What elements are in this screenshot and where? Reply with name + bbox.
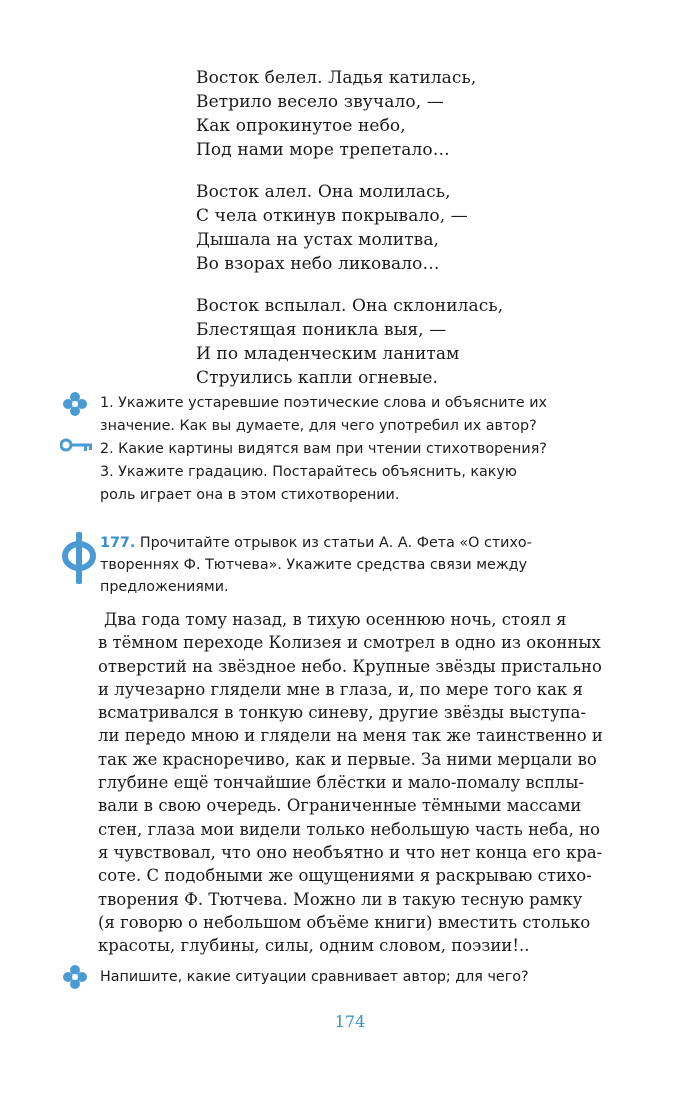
exercise-line: твореннях Ф. Тютчева». Укажите средства связи между [100,557,528,573]
passage-line: творения Ф. Тютчева. Можно ли в такую тесную рамку [98,889,583,909]
passage-line: я чувствовал, что оно необъятно и что нет конца его кра- [98,842,603,862]
poem-line: Дышала на устах молитва, [196,230,440,250]
poem-line: Струились капли огневые. [196,368,439,388]
passage-line: (я говорю о небольшом объёме книги) вместить столько [98,912,591,932]
poem [196,66,636,408]
exercise-line [62,532,652,554]
passage-line: так же красноречиво, как и первые. За ними мерцали во [98,749,597,769]
passage-line: соте. С подобными же ощущениями я раскрываю стихо- [98,866,592,886]
poem-line: Во взорах небо ликовало… [196,254,440,274]
passage-line: стен, глаза мои видели только небольшую часть неба, но [98,819,601,839]
task-block [62,965,652,989]
passage-line: в тёмном переходе Колизея и смотрел в одно из оконных [98,633,601,653]
poem-line: Ветрило весело звучало, — [196,92,444,112]
poem-stanza [196,180,636,276]
task-text: Напишите, какие ситуации сравнивает автор; для чего? [100,969,529,985]
question-line: 1. Укажите устаревшие поэтические слова и объясните их [100,395,547,411]
poem-line: Восток вспылал. Она склонилась, [196,296,504,316]
question-line: значение. Как вы думаете, для чего употребил их автор? [100,418,537,434]
fet-passage [98,608,654,957]
poem-line: Восток алел. Она молилась, [196,182,451,202]
exercise-line: предложениями. [100,579,229,595]
passage-line: ли передо мною и глядели на меня так же таинственно и [98,726,603,746]
passage-line: Два года тому назад, в тихую осеннюю ночь, стоял я [104,610,567,629]
passage-line: глубине ещё тончайшие блёстки и мало-помалу всплы- [98,773,585,793]
question-line: 3. Укажите градацию. Постарайтесь объяснить, какую [100,464,517,480]
poem-line: Как опрокинутое небо, [196,116,406,136]
poem-line: Блестящая поникла выя, — [196,320,447,340]
passage-line: отверстий на звёздное небо. Крупные звёзды пристально [98,656,602,676]
question-line: 2. Какие картины видятся вам при чтении стихотворения? [100,441,547,457]
passage-line: вали в свою очередь. Ограниченные тёмными массами [98,796,582,816]
passage-line: красоты, глубины, силы, одним словом, поэзии!.. [98,936,530,956]
poem-stanza [196,294,636,390]
question-line: роль играет она в этом стихотворении. [100,487,400,503]
passage-line: всматривался в тонкую синеву, другие звёзды выступа- [98,703,587,723]
questions-block [62,392,652,507]
poem-stanza [196,66,636,162]
passage-line: и лучезарно глядели мне в глаза, и, по мере того как я [98,679,583,699]
exercise-177 [62,532,652,598]
page-number: 174 [334,1012,366,1031]
exercise-number: 177. [100,535,136,551]
poem-line: И по младенческим ланитам [196,344,460,364]
exercise-text: Прочитайте отрывок из статьи А. А. Фета «О стихо- [135,535,532,551]
poem-line: С чела откинув покрывало, — [196,206,468,226]
poem-line: Восток белел. Ладья катилась, [196,68,477,88]
poem-line: Под нами море трепетало… [196,140,450,160]
